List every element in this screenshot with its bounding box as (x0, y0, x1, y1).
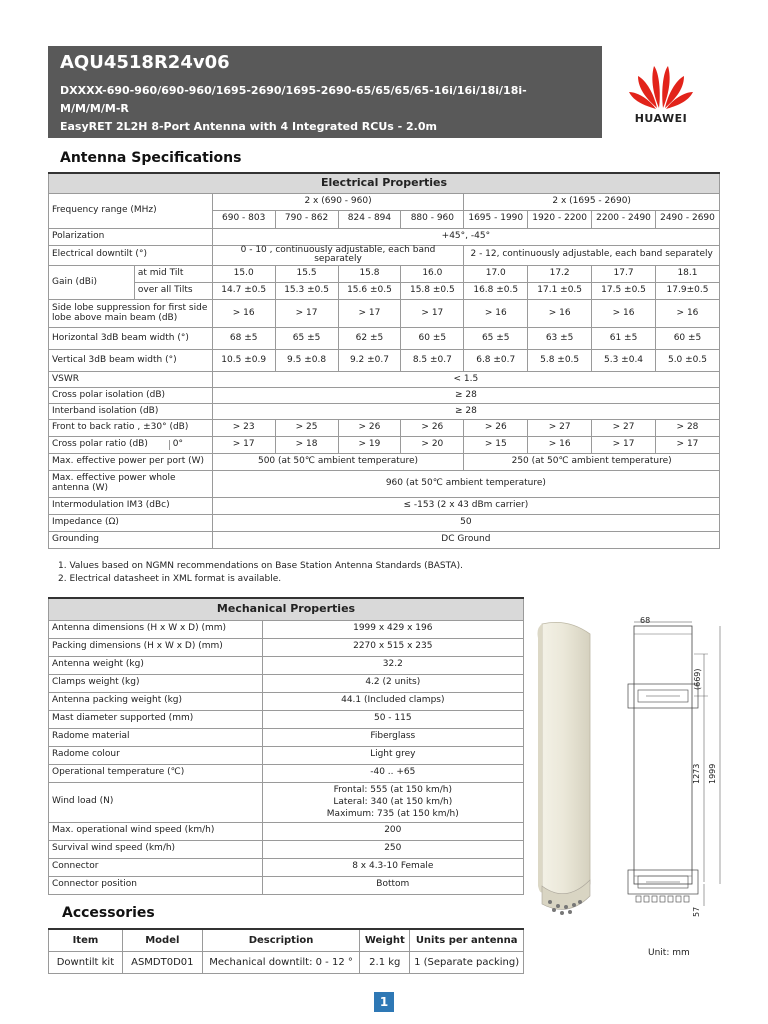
hbw-cell: 60 ±5 (401, 328, 464, 350)
band-cell: 2200 - 2490 (592, 210, 656, 228)
mechanical-heading: Mechanical Properties (49, 598, 524, 620)
cpr-label-cell (49, 437, 213, 454)
mech-label: Antenna packing weight (kg) (49, 692, 263, 710)
footnote: 1. Values based on NGMN recommendations on Base Station Antenna Standards (BASTA). (58, 561, 463, 571)
mech-row (49, 656, 524, 674)
model-number: AQU4518R24v06 (60, 52, 230, 73)
brand-name: HUAWEI (634, 112, 688, 125)
vbw-cell: 9.2 ±0.7 (338, 350, 401, 372)
sidelobe-cell: > 16 (212, 300, 275, 328)
mech-row (49, 674, 524, 692)
mech-value: 1999 x 429 x 196 (262, 620, 523, 638)
acc-header-description: Description (202, 929, 360, 951)
gain-cell: 17.0 (464, 266, 528, 283)
freq-group-high: 2 x (1695 - 2690) (464, 193, 720, 210)
mech-row (49, 764, 524, 782)
sidelobe-cell: > 16 (528, 300, 592, 328)
wind-row (49, 782, 524, 822)
mech-row (49, 728, 524, 746)
wind-label: Wind load (N) (49, 782, 263, 822)
inter-iso-label: Interband isolation (dB) (49, 404, 213, 420)
mech-row (49, 840, 524, 858)
cpr-cell: > 15 (464, 437, 528, 454)
mech-row (49, 858, 524, 876)
mech-label: Antenna dimensions (H x W x D) (mm) (49, 620, 263, 638)
gain-cell: 17.5 ±0.5 (592, 283, 656, 300)
vbw-cell: 6.8 ±0.7 (464, 350, 528, 372)
sidelobe-cell: > 17 (275, 300, 338, 328)
gain-cell: 15.8 (338, 266, 401, 283)
mech-value: 4.2 (2 units) (262, 674, 523, 692)
mech-label: Antenna weight (kg) (49, 656, 263, 674)
gain-all-label: over all Tilts (134, 283, 212, 300)
ftb-label: Front to back ratio , ±30° (dB) (49, 420, 213, 437)
acc-cell: 1 (Separate packing) (410, 951, 524, 973)
freq-label: Frequency range (MHz) (49, 193, 213, 228)
gain-cell: 17.2 (528, 266, 592, 283)
accessories-table (48, 928, 524, 974)
dim-57: 57 (692, 906, 701, 917)
wind-line: Maximum: 735 (at 150 km/h) (326, 809, 459, 819)
band-cell: 2490 - 2690 (655, 210, 719, 228)
downtilt-high: 2 - 12, continuously adjustable, each band separately (464, 245, 720, 266)
power-whole-value: 960 (at 50℃ ambient temperature) (212, 471, 719, 498)
mech-label: Connector (49, 858, 263, 876)
im3-value: ≤ -153 (2 x 43 dBm carrier) (212, 498, 719, 515)
gain-cell: 15.0 (212, 266, 275, 283)
polarization-label: Polarization (49, 228, 213, 245)
ftb-cell: > 26 (401, 420, 464, 437)
cross-iso-value: ≥ 28 (212, 388, 719, 404)
gain-cell: 14.7 ±0.5 (212, 283, 275, 300)
mech-value: 2270 x 515 x 235 (262, 638, 523, 656)
ftb-cell: > 28 (655, 420, 719, 437)
wind-line: Lateral: 340 (at 150 km/h) (333, 797, 453, 807)
downtilt-label: Electrical downtilt (°) (49, 245, 213, 266)
power-port-label: Max. effective power per port (W) (49, 454, 213, 471)
model-code-line1: DXXXX-690-960/690-960/1695-2690/1695-2690-65/65/65/65-16i/16i/18i/18i- (60, 84, 527, 97)
gain-cell: 17.9±0.5 (655, 283, 719, 300)
mech-value: -40 .. +65 (262, 764, 523, 782)
mech-label: Mast diameter supported (mm) (49, 710, 263, 728)
power-port-high: 250 (at 50℃ ambient temperature) (464, 454, 720, 471)
dim-669: (669) (693, 668, 702, 690)
impedance-value: 50 (212, 515, 719, 532)
wind-values (262, 782, 523, 822)
huawei-logo (602, 46, 720, 138)
electrical-properties-table (48, 172, 720, 549)
antenna-radome (542, 622, 590, 896)
model-code-line2: M/M/M/M-R (60, 102, 129, 115)
acc-header-model: Model (122, 929, 202, 951)
mech-value: Bottom (262, 876, 523, 894)
polarization-value: +45°, -45° (212, 228, 719, 245)
mech-row (49, 746, 524, 764)
acc-header-units: Units per antenna (410, 929, 524, 951)
band-cell: 824 - 894 (338, 210, 401, 228)
wind-line: Frontal: 555 (at 150 km/h) (333, 785, 452, 795)
gain-cell: 15.6 ±0.5 (338, 283, 401, 300)
header-banner (48, 46, 720, 138)
vbw-cell: 5.0 ±0.5 (655, 350, 719, 372)
hbw-cell: 63 ±5 (528, 328, 592, 350)
sidelobe-cell: > 16 (655, 300, 719, 328)
antenna-specs-title: Antenna Specifications (60, 150, 242, 166)
cpr-cell: > 19 (338, 437, 401, 454)
acc-header-weight: Weight (360, 929, 410, 951)
ftb-cell: > 26 (338, 420, 401, 437)
mech-label: Clamps weight (kg) (49, 674, 263, 692)
huawei-petal-icon (628, 62, 694, 110)
sidelobe-cell: > 16 (464, 300, 528, 328)
band-cell: 880 - 960 (401, 210, 464, 228)
unit-label: Unit: mm (648, 948, 690, 958)
mech-value: 200 (262, 822, 523, 840)
cpr-cell: > 17 (592, 437, 656, 454)
gain-cell: 15.3 ±0.5 (275, 283, 338, 300)
hbw-cell: 65 ±5 (464, 328, 528, 350)
cpr-angle: 0° (169, 440, 209, 450)
grounding-label: Grounding (49, 532, 213, 549)
vbw-cell: 8.5 ±0.7 (401, 350, 464, 372)
vbw-label: Vertical 3dB beam width (°) (49, 350, 213, 372)
acc-cell: Mechanical downtilt: 0 - 12 ° (202, 951, 360, 973)
accessory-row (49, 951, 524, 973)
cpr-label: Cross polar ratio (dB) (52, 439, 148, 450)
acc-header-item: Item (49, 929, 123, 951)
dim-1999: 1999 (708, 763, 717, 784)
ftb-cell: > 26 (464, 420, 528, 437)
mech-label: Survival wind speed (km/h) (49, 840, 263, 858)
acc-cell: 2.1 kg (360, 951, 410, 973)
mech-row (49, 620, 524, 638)
hbw-cell: 62 ±5 (338, 328, 401, 350)
footnotes (58, 560, 463, 586)
ftb-cell: > 23 (212, 420, 275, 437)
vbw-cell: 5.8 ±0.5 (528, 350, 592, 372)
mech-row (49, 876, 524, 894)
mech-row (49, 822, 524, 840)
mech-label: Radome colour (49, 746, 263, 764)
product-description: EasyRET 2L2H 8-Port Antenna with 4 Integrated RCUs - 2.0m (60, 120, 437, 133)
gain-cell: 16.8 ±0.5 (464, 283, 528, 300)
cpr-cell: > 17 (212, 437, 275, 454)
mech-value: 250 (262, 840, 523, 858)
ftb-cell: > 25 (275, 420, 338, 437)
dim-width-68: 68 (640, 616, 651, 625)
band-cell: 1920 - 2200 (528, 210, 592, 228)
gain-cell: 16.0 (401, 266, 464, 283)
vbw-cell: 9.5 ±0.8 (275, 350, 338, 372)
im3-label: Intermodulation IM3 (dBc) (49, 498, 213, 515)
impedance-label: Impedance (Ω) (49, 515, 213, 532)
mech-value: Fiberglass (262, 728, 523, 746)
cpr-cell: > 18 (275, 437, 338, 454)
electrical-heading: Electrical Properties (49, 173, 720, 193)
hbw-label: Horizontal 3dB beam width (°) (49, 328, 213, 350)
cpr-cell: > 16 (528, 437, 592, 454)
vbw-cell: 10.5 ±0.9 (212, 350, 275, 372)
power-whole-label: Max. effective power whole antenna (W) (49, 471, 213, 498)
mech-value: Light grey (262, 746, 523, 764)
footnote: 2. Electrical datasheet in XML format is available. (58, 574, 282, 584)
mech-row (49, 638, 524, 656)
power-port-low: 500 (at 50℃ ambient temperature) (212, 454, 464, 471)
acc-cell: ASMDT0D01 (122, 951, 202, 973)
gain-cell: 18.1 (655, 266, 719, 283)
mech-label: Operational temperature (℃) (49, 764, 263, 782)
mech-value: 32.2 (262, 656, 523, 674)
gain-cell: 17.7 (592, 266, 656, 283)
mech-value: 44.1 (Included clamps) (262, 692, 523, 710)
ftb-cell: > 27 (592, 420, 656, 437)
gain-label: Gain (dBi) (49, 266, 135, 300)
hbw-cell: 65 ±5 (275, 328, 338, 350)
gain-mid-label: at mid Tilt (134, 266, 212, 283)
mech-label: Max. operational wind speed (km/h) (49, 822, 263, 840)
hbw-cell: 68 ±5 (212, 328, 275, 350)
hbw-cell: 61 ±5 (592, 328, 656, 350)
downtilt-low: 0 - 10 , continuously adjustable, each band separately (212, 245, 464, 266)
cross-iso-label: Cross polar isolation (dB) (49, 388, 213, 404)
cpr-cell: > 20 (401, 437, 464, 454)
ftb-cell: > 27 (528, 420, 592, 437)
hbw-cell: 60 ±5 (655, 328, 719, 350)
vswr-label: VSWR (49, 372, 213, 388)
sidelobe-cell: > 17 (338, 300, 401, 328)
freq-group-low: 2 x (690 - 960) (212, 193, 464, 210)
mech-value: 50 - 115 (262, 710, 523, 728)
cpr-cell: > 17 (655, 437, 719, 454)
mech-value: 8 x 4.3-10 Female (262, 858, 523, 876)
vbw-cell: 5.3 ±0.4 (592, 350, 656, 372)
antenna-side-view (634, 626, 692, 884)
page-number: 1 (374, 992, 394, 1012)
inter-iso-value: ≥ 28 (212, 404, 719, 420)
dim-1273: 1273 (692, 763, 701, 784)
mech-row (49, 692, 524, 710)
sidelobe-label: Side lobe suppression for first side lobe above main beam (dB) (49, 300, 213, 328)
gain-cell: 17.1 ±0.5 (528, 283, 592, 300)
mech-row (49, 710, 524, 728)
band-cell: 1695 - 1990 (464, 210, 528, 228)
mechanical-properties-table (48, 597, 524, 895)
band-cell: 790 - 862 (275, 210, 338, 228)
sidelobe-cell: > 16 (592, 300, 656, 328)
acc-cell: Downtilt kit (49, 951, 123, 973)
band-cell: 690 - 803 (212, 210, 275, 228)
mech-label: Packing dimensions (H x W x D) (mm) (49, 638, 263, 656)
gain-cell: 15.8 ±0.5 (401, 283, 464, 300)
vswr-value: < 1.5 (212, 372, 719, 388)
mech-label: Radome material (49, 728, 263, 746)
grounding-value: DC Ground (212, 532, 719, 549)
mech-label: Connector position (49, 876, 263, 894)
accessories-title: Accessories (62, 905, 155, 921)
sidelobe-cell: > 17 (401, 300, 464, 328)
gain-cell: 15.5 (275, 266, 338, 283)
